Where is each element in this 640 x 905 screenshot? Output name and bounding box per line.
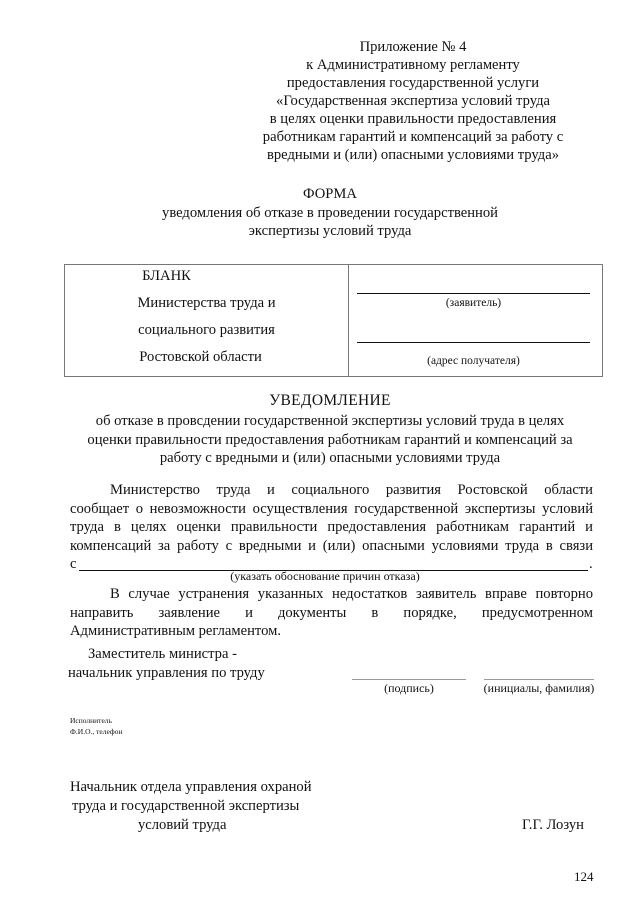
approver-title: Начальник отдела управления охраной bbox=[70, 779, 312, 795]
appendix-line: Приложение № 4 bbox=[359, 39, 467, 55]
ministry-line: Министерства труда и bbox=[137, 295, 276, 311]
appendix-line: работникам гарантий и компенсаций за работу с bbox=[262, 129, 564, 145]
reason-period: . bbox=[589, 556, 593, 572]
form-title bbox=[80, 185, 580, 241]
name-caption: (инициалы, фамилия) bbox=[483, 681, 595, 695]
reason-prefix: с bbox=[70, 556, 77, 572]
paragraph-line: направить заявление и документы в порядке, предусмотренном bbox=[70, 604, 593, 621]
applicant-caption: (заявитель) bbox=[445, 297, 502, 309]
notice-title: УВЕДОМЛЕНИЕ bbox=[269, 392, 391, 409]
form-title-line: экспертизы условий труда bbox=[248, 223, 412, 239]
signature-line bbox=[352, 679, 466, 680]
executor-contact: Ф.И.О., телефон bbox=[70, 727, 123, 736]
address-line bbox=[357, 342, 590, 343]
applicant-line bbox=[357, 293, 590, 294]
paragraph-line: Административным регламентом. bbox=[70, 623, 282, 639]
approver-title: условий труда bbox=[138, 817, 227, 833]
notice-subtitle-line: об отказе в провсдении государственной экспертизы условий труда в целях bbox=[95, 413, 565, 429]
appendix-line: «Государственная экспертиза условий труда bbox=[276, 93, 550, 109]
signer-title: начальник управления по труду bbox=[68, 665, 265, 681]
signer-title: Заместитель министра - bbox=[88, 646, 237, 662]
form-title-line: уведомления об отказе в проведении государственной bbox=[162, 204, 498, 221]
paragraph-line: В случае устранения указанных недостатков заявитель вправе повторно bbox=[110, 586, 593, 602]
approver-title: труда и государственной экспертизы bbox=[72, 798, 300, 814]
appendix-line: в целях оценки правильности предоставления bbox=[269, 111, 557, 127]
box-divider bbox=[348, 265, 349, 376]
signature-caption: (подпись) bbox=[384, 681, 434, 695]
letterhead-box bbox=[64, 264, 603, 377]
reason-caption: (указать обоснование причин отказа) bbox=[230, 569, 420, 583]
page-number: 124 bbox=[574, 869, 594, 884]
appendix-line: предоставления государственной услуги bbox=[286, 75, 540, 91]
blank-label: БЛАНК bbox=[142, 268, 191, 284]
paragraph-reapply bbox=[70, 585, 593, 641]
notice-subtitle-line: работу с вредными и (или) опасными условиями труда bbox=[159, 450, 501, 466]
paragraph-line: компенсаций за работу с вредными и (или) опасными условиями труда в связи bbox=[70, 537, 593, 554]
name-line bbox=[484, 679, 594, 680]
paragraph-refusal bbox=[70, 481, 593, 555]
paragraph-line: сообщает о невозможности осуществления государственной экспертизы условий bbox=[70, 500, 593, 517]
paragraph-line: труда в целях оценки правильности предоставления работникам гарантий и bbox=[70, 519, 593, 535]
executor-label: Исполнитель bbox=[70, 716, 112, 725]
form-heading: ФОРМА bbox=[303, 186, 357, 202]
address-caption: (адрес получателя) bbox=[427, 355, 520, 367]
appendix-line: к Административному регламенту bbox=[306, 57, 520, 73]
approver-name: Г.Г. Лозун bbox=[522, 817, 584, 833]
paragraph-line: Министерство труда и социального развития Ростовской области bbox=[110, 482, 593, 498]
ministry-line: социального развития bbox=[138, 322, 275, 338]
ministry-line: Ростовской области bbox=[139, 349, 262, 365]
appendix-line: вредными и (или) опасными условиями труда» bbox=[266, 147, 559, 163]
appendix-header bbox=[233, 38, 593, 164]
notice-subtitle bbox=[60, 412, 600, 468]
notice-subtitle-line: оценки правильности предоставления работникам гарантий и компенсаций за bbox=[87, 431, 573, 448]
